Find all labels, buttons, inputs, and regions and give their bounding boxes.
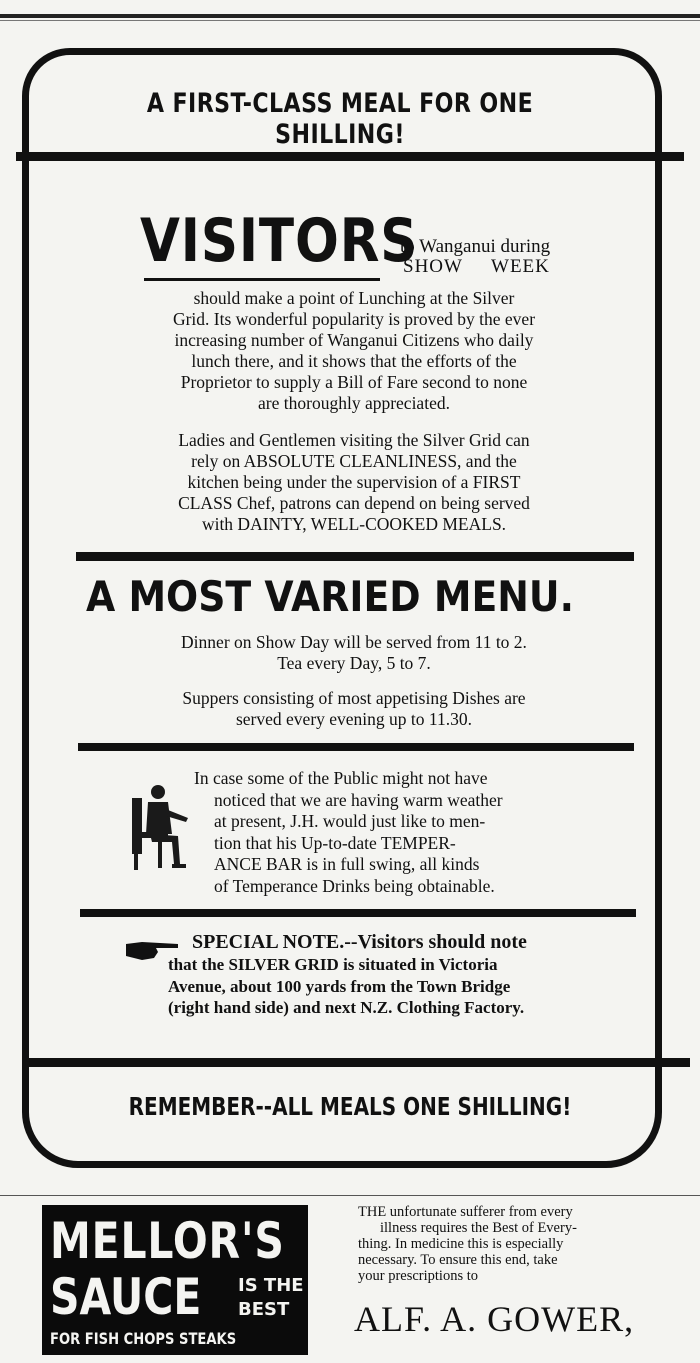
visitors-paragraph-2	[110, 430, 598, 535]
mellors-sauce-advert	[42, 1205, 308, 1355]
visitors-side-line1: to Wanganui during	[400, 236, 551, 257]
visitors-p1-line: are thoroughly appreciated.	[258, 393, 450, 413]
rule-above-temperance	[78, 743, 634, 751]
mellors-sauce-word: SAUCE	[50, 1268, 202, 1326]
top-border-hairline	[0, 20, 700, 21]
visitors-p1-line: should make a point of Lunching at the Silver	[193, 288, 515, 308]
special-note-line: Avenue, about 100 yards from the Town Bridge	[168, 976, 511, 996]
menu-details	[110, 632, 598, 730]
temperance-line: of Temperance Drinks being obtainable.	[214, 875, 495, 896]
special-note-heading: SPECIAL NOTE.--Visitors should note	[192, 931, 527, 953]
visitors-paragraph-1	[110, 288, 598, 414]
remember-footer: REMEMBER--ALL MEALS ONE SHILLING!	[128, 1092, 572, 1121]
top-border-rule	[0, 14, 700, 18]
gower-advert-text	[358, 1204, 698, 1284]
special-note-line: that the SILVER GRID is situated in Victoria	[168, 955, 498, 974]
menu-title: A MOST VARIED MENU.	[86, 572, 574, 621]
gower-name: ALF. A. GOWER,	[354, 1299, 635, 1339]
visitors-p1-line: increasing number of Wanganui Citizens who daily	[174, 330, 534, 350]
visitors-p2-line: rely on ABSOLUTE CLEANLINESS, and the	[191, 451, 517, 471]
temperance-paragraph	[194, 768, 604, 897]
menu-suppers-line-2: served every evening up to 11.30.	[235, 709, 473, 729]
gower-line: thing. In medicine this is especially	[358, 1236, 564, 1252]
seated-man-illustration	[128, 780, 194, 876]
temperance-line: ANCE BAR is in full swing, all kinds	[214, 854, 480, 874]
visitors-underline	[144, 278, 380, 281]
gower-line: THE unfortunate sufferer from every	[358, 1204, 573, 1220]
mellors-is-the: IS THE	[238, 1275, 304, 1296]
menu-dinner-line: Dinner on Show Day will be served from 11 to 2.	[181, 632, 527, 652]
gower-line: necessary. To ensure this end, take	[358, 1252, 558, 1268]
menu-suppers-line: Suppers consisting of most appetising Dishes are	[182, 688, 526, 708]
gower-line: illness requires the Best of Every-	[380, 1220, 577, 1236]
temperance-line: noticed that we are having warm weather	[214, 789, 503, 810]
headline: A FIRST-CLASS MEAL FOR ONE SHILLING!	[146, 88, 534, 150]
rule-above-menu	[76, 552, 634, 561]
temperance-line: In case some of the Public might not have	[194, 768, 488, 788]
rule-under-headline	[16, 152, 684, 161]
visitors-p1-line: lunch there, and it shows that the efforts of the	[191, 351, 517, 371]
mellors-best: BEST	[238, 1299, 290, 1320]
mellors-footer: FOR FISH CHOPS STEAKS	[50, 1329, 237, 1348]
mellors-brand: MELLOR'S	[50, 1212, 285, 1270]
temperance-line: tion that his Up-to-date TEMPER-	[214, 832, 456, 853]
column-separator-rule	[0, 1195, 700, 1196]
gower-line: your prescriptions to	[358, 1268, 479, 1284]
visitors-side-line2: SHOW WEEK	[403, 256, 550, 277]
visitors-p2-line: with DAINTY, WELL-COOKED MEALS.	[201, 514, 507, 534]
visitors-p1-line: Grid. Its wonderful popularity is proved by the ever	[172, 309, 536, 329]
special-note-line: (right hand side) and next N.Z. Clothing Factory.	[168, 998, 525, 1017]
visitors-p2-line: kitchen being under the supervision of a FIRST	[187, 472, 521, 492]
visitors-p2-line: CLASS Chef, patrons can depend on being served	[178, 493, 530, 513]
visitors-p1-line: Proprietor to supply a Bill of Fare second to none	[180, 372, 528, 392]
temperance-line: at present, J.H. would just like to men-	[214, 811, 486, 831]
rule-above-special	[80, 909, 636, 917]
rule-above-remember	[28, 1058, 690, 1067]
visitors-title: VISITORS	[140, 206, 419, 276]
menu-spacer	[110, 674, 598, 688]
menu-tea-line: Tea every Day, 5 to 7.	[277, 653, 431, 673]
special-note	[168, 930, 608, 1019]
visitors-p2-line: Ladies and Gentlemen visiting the Silver Grid can	[178, 430, 530, 450]
